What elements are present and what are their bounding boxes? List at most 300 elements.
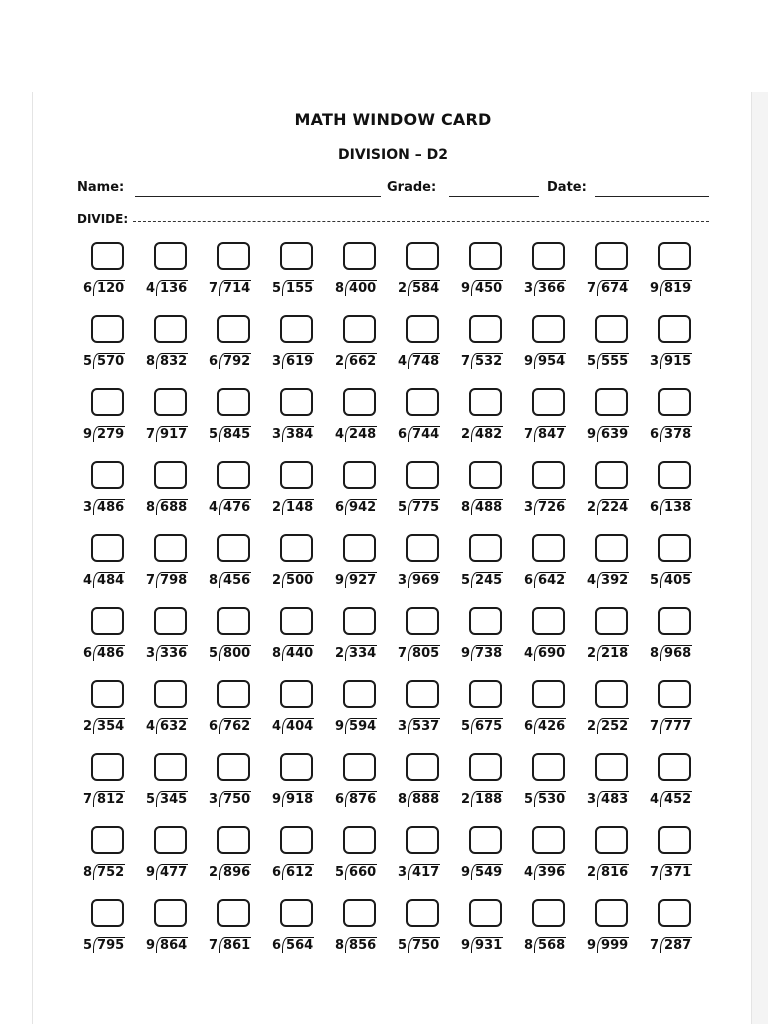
problem-cell bbox=[205, 242, 268, 315]
division-problem bbox=[461, 353, 503, 369]
dividend: 396 bbox=[534, 864, 566, 880]
divisor: 8 bbox=[83, 865, 93, 880]
problem-cell bbox=[331, 680, 394, 753]
divisor: 6 bbox=[272, 865, 282, 880]
answer-box[interactable] bbox=[91, 607, 124, 635]
answer-box[interactable] bbox=[343, 826, 376, 854]
division-problem bbox=[272, 864, 314, 880]
answer-box[interactable] bbox=[154, 899, 187, 927]
division-problem bbox=[209, 280, 251, 296]
answer-box[interactable] bbox=[343, 388, 376, 416]
divisor: 4 bbox=[524, 865, 534, 880]
problem-cell bbox=[520, 242, 583, 315]
division-problem bbox=[524, 280, 566, 296]
division-problem bbox=[650, 280, 692, 296]
problem-cell bbox=[520, 826, 583, 899]
problem-cell bbox=[394, 315, 457, 388]
answer-box[interactable] bbox=[469, 607, 502, 635]
divisor: 4 bbox=[146, 281, 156, 296]
divisor: 5 bbox=[83, 354, 93, 369]
answer-box[interactable] bbox=[154, 753, 187, 781]
dividend: 805 bbox=[408, 645, 440, 661]
problem-cell bbox=[79, 826, 142, 899]
dividend: 915 bbox=[660, 353, 692, 369]
answer-box[interactable] bbox=[532, 680, 565, 708]
divisor: 6 bbox=[83, 281, 93, 296]
answer-box[interactable] bbox=[343, 680, 376, 708]
answer-box[interactable] bbox=[532, 388, 565, 416]
division-problem bbox=[209, 937, 251, 953]
answer-box[interactable] bbox=[406, 315, 439, 343]
dividend: 384 bbox=[282, 426, 314, 442]
dividend: 218 bbox=[597, 645, 629, 661]
problem-cell bbox=[583, 388, 646, 461]
answer-box[interactable] bbox=[154, 315, 187, 343]
worksheet-page bbox=[32, 92, 752, 1024]
division-problem bbox=[524, 353, 566, 369]
answer-box[interactable] bbox=[532, 242, 565, 270]
dividend: 744 bbox=[408, 426, 440, 442]
answer-box[interactable] bbox=[154, 680, 187, 708]
problem-cell bbox=[142, 607, 205, 680]
answer-box[interactable] bbox=[343, 461, 376, 489]
answer-box[interactable] bbox=[406, 461, 439, 489]
divisor: 3 bbox=[398, 573, 408, 588]
problem-cell bbox=[646, 534, 709, 607]
dividend: 750 bbox=[219, 791, 251, 807]
answer-box[interactable] bbox=[658, 461, 691, 489]
answer-box[interactable] bbox=[343, 607, 376, 635]
answer-box[interactable] bbox=[280, 242, 313, 270]
answer-box[interactable] bbox=[217, 899, 250, 927]
dividend: 532 bbox=[471, 353, 503, 369]
answer-box[interactable] bbox=[154, 826, 187, 854]
answer-box[interactable] bbox=[91, 753, 124, 781]
answer-box[interactable] bbox=[280, 899, 313, 927]
answer-box[interactable] bbox=[343, 534, 376, 562]
problem-cell bbox=[142, 242, 205, 315]
answer-box[interactable] bbox=[91, 461, 124, 489]
answer-box[interactable] bbox=[280, 826, 313, 854]
divisor: 5 bbox=[209, 427, 219, 442]
divisor: 7 bbox=[146, 427, 156, 442]
divisor: 4 bbox=[272, 719, 282, 734]
division-problem bbox=[146, 499, 188, 515]
answer-box[interactable] bbox=[532, 534, 565, 562]
divisor: 9 bbox=[524, 354, 534, 369]
dividend: 570 bbox=[93, 353, 125, 369]
dividend: 942 bbox=[345, 499, 377, 515]
answer-box[interactable] bbox=[91, 534, 124, 562]
division-problem bbox=[524, 791, 566, 807]
answer-box[interactable] bbox=[406, 826, 439, 854]
answer-box[interactable] bbox=[658, 680, 691, 708]
division-problem bbox=[209, 353, 251, 369]
dividend: 726 bbox=[534, 499, 566, 515]
answer-box[interactable] bbox=[469, 315, 502, 343]
dividend: 690 bbox=[534, 645, 566, 661]
division-problem bbox=[272, 791, 314, 807]
answer-box[interactable] bbox=[469, 753, 502, 781]
problem-cell bbox=[79, 607, 142, 680]
divisor: 7 bbox=[650, 938, 660, 953]
answer-box[interactable] bbox=[406, 242, 439, 270]
division-problem bbox=[146, 280, 188, 296]
answer-box[interactable] bbox=[595, 388, 628, 416]
answer-box[interactable] bbox=[154, 388, 187, 416]
divisor: 3 bbox=[524, 281, 534, 296]
problem-cell bbox=[331, 607, 394, 680]
divisor: 7 bbox=[83, 792, 93, 807]
divisor: 5 bbox=[209, 646, 219, 661]
divisor: 4 bbox=[524, 646, 534, 661]
problem-cell bbox=[520, 899, 583, 972]
division-problem bbox=[650, 645, 692, 661]
answer-box[interactable] bbox=[343, 242, 376, 270]
answer-box[interactable] bbox=[595, 753, 628, 781]
problem-cell bbox=[268, 315, 331, 388]
problem-cell bbox=[457, 388, 520, 461]
instruction-label: DIVIDE: bbox=[77, 212, 129, 226]
dividend: 483 bbox=[597, 791, 629, 807]
answer-box[interactable] bbox=[658, 242, 691, 270]
divisor: 8 bbox=[650, 646, 660, 661]
divisor: 9 bbox=[461, 865, 471, 880]
divisor: 2 bbox=[83, 719, 93, 734]
dividend: 530 bbox=[534, 791, 566, 807]
divisor: 9 bbox=[461, 938, 471, 953]
problem-cell bbox=[79, 242, 142, 315]
dividend: 488 bbox=[471, 499, 503, 515]
divisor: 6 bbox=[83, 646, 93, 661]
answer-box[interactable] bbox=[595, 899, 628, 927]
dividend: 660 bbox=[345, 864, 377, 880]
dividend: 456 bbox=[219, 572, 251, 588]
answer-box[interactable] bbox=[217, 826, 250, 854]
problem-cell bbox=[268, 899, 331, 972]
answer-box[interactable] bbox=[91, 899, 124, 927]
answer-box[interactable] bbox=[469, 388, 502, 416]
divisor: 9 bbox=[83, 427, 93, 442]
divisor: 5 bbox=[398, 938, 408, 953]
problem-cell bbox=[268, 242, 331, 315]
division-problem bbox=[272, 426, 314, 442]
problem-cell bbox=[520, 315, 583, 388]
division-problem bbox=[272, 645, 314, 661]
division-problem bbox=[83, 864, 125, 880]
divisor: 2 bbox=[587, 500, 597, 515]
dividend: 750 bbox=[408, 937, 440, 953]
answer-box[interactable] bbox=[532, 315, 565, 343]
problem-cell bbox=[205, 826, 268, 899]
answer-box[interactable] bbox=[469, 461, 502, 489]
answer-box[interactable] bbox=[280, 753, 313, 781]
dividend: 639 bbox=[597, 426, 629, 442]
problem-cell bbox=[205, 388, 268, 461]
answer-box[interactable] bbox=[280, 315, 313, 343]
divisor: 6 bbox=[524, 719, 534, 734]
problem-cell bbox=[79, 388, 142, 461]
problem-cell bbox=[79, 315, 142, 388]
answer-box[interactable] bbox=[280, 388, 313, 416]
division-problem bbox=[398, 645, 440, 661]
dividend: 484 bbox=[93, 572, 125, 588]
divisor: 4 bbox=[146, 719, 156, 734]
division-problem bbox=[335, 499, 377, 515]
dividend: 845 bbox=[219, 426, 251, 442]
division-problem bbox=[209, 499, 251, 515]
dividend: 279 bbox=[93, 426, 125, 442]
dividend: 120 bbox=[93, 280, 125, 296]
answer-box[interactable] bbox=[217, 315, 250, 343]
dividend: 392 bbox=[597, 572, 629, 588]
division-problem bbox=[461, 864, 503, 880]
divisor: 7 bbox=[524, 427, 534, 442]
problem-cell bbox=[205, 534, 268, 607]
division-problem bbox=[587, 791, 629, 807]
answer-box[interactable] bbox=[595, 534, 628, 562]
division-problem bbox=[83, 499, 125, 515]
problem-cell bbox=[394, 826, 457, 899]
division-problem bbox=[650, 718, 692, 734]
answer-box[interactable] bbox=[469, 680, 502, 708]
dividend: 792 bbox=[219, 353, 251, 369]
dividend: 188 bbox=[471, 791, 503, 807]
answer-box[interactable] bbox=[469, 242, 502, 270]
answer-box[interactable] bbox=[658, 388, 691, 416]
answer-box[interactable] bbox=[91, 388, 124, 416]
answer-box[interactable] bbox=[595, 315, 628, 343]
answer-box[interactable] bbox=[658, 315, 691, 343]
answer-box[interactable] bbox=[658, 607, 691, 635]
answer-box[interactable] bbox=[658, 534, 691, 562]
answer-box[interactable] bbox=[154, 534, 187, 562]
answer-box[interactable] bbox=[217, 680, 250, 708]
dividend: 138 bbox=[660, 499, 692, 515]
division-problem bbox=[398, 572, 440, 588]
divisor: 5 bbox=[398, 500, 408, 515]
answer-box[interactable] bbox=[406, 534, 439, 562]
divisor: 3 bbox=[398, 865, 408, 880]
name-field[interactable] bbox=[135, 196, 381, 197]
problem-cell bbox=[457, 826, 520, 899]
dividend: 896 bbox=[219, 864, 251, 880]
divisor: 9 bbox=[587, 427, 597, 442]
answer-box[interactable] bbox=[217, 753, 250, 781]
answer-box[interactable] bbox=[343, 753, 376, 781]
divisor: 4 bbox=[398, 354, 408, 369]
dividend: 954 bbox=[534, 353, 566, 369]
answer-box[interactable] bbox=[532, 461, 565, 489]
divisor: 3 bbox=[146, 646, 156, 661]
dividend: 642 bbox=[534, 572, 566, 588]
division-problem bbox=[209, 645, 251, 661]
answer-box[interactable] bbox=[343, 899, 376, 927]
divisor: 8 bbox=[398, 792, 408, 807]
answer-box[interactable] bbox=[595, 826, 628, 854]
problem-cell bbox=[331, 826, 394, 899]
division-problem bbox=[461, 499, 503, 515]
answer-box[interactable] bbox=[595, 680, 628, 708]
problem-cell bbox=[646, 607, 709, 680]
division-problem bbox=[587, 280, 629, 296]
answer-box[interactable] bbox=[217, 534, 250, 562]
answer-box[interactable] bbox=[658, 826, 691, 854]
problem-cell bbox=[457, 315, 520, 388]
grade-field[interactable] bbox=[449, 196, 539, 197]
problem-cell bbox=[583, 899, 646, 972]
division-problem bbox=[587, 645, 629, 661]
problem-cell bbox=[520, 607, 583, 680]
problem-cell bbox=[79, 753, 142, 826]
dividend: 555 bbox=[597, 353, 629, 369]
dividend: 486 bbox=[93, 499, 125, 515]
answer-box[interactable] bbox=[469, 899, 502, 927]
division-problem bbox=[83, 718, 125, 734]
problem-cell bbox=[583, 242, 646, 315]
answer-box[interactable] bbox=[280, 534, 313, 562]
dividend: 345 bbox=[156, 791, 188, 807]
answer-box[interactable] bbox=[343, 315, 376, 343]
division-problem bbox=[587, 937, 629, 953]
dividend: 847 bbox=[534, 426, 566, 442]
dividend: 876 bbox=[345, 791, 377, 807]
answer-box[interactable] bbox=[217, 607, 250, 635]
division-problem bbox=[335, 791, 377, 807]
division-problem bbox=[209, 864, 251, 880]
answer-box[interactable] bbox=[406, 753, 439, 781]
problem-cell bbox=[583, 607, 646, 680]
dividend: 800 bbox=[219, 645, 251, 661]
answer-box[interactable] bbox=[532, 607, 565, 635]
answer-box[interactable] bbox=[280, 680, 313, 708]
divisor: 9 bbox=[650, 281, 660, 296]
dividend: 748 bbox=[408, 353, 440, 369]
answer-box[interactable] bbox=[532, 899, 565, 927]
divisor: 5 bbox=[272, 281, 282, 296]
divisor: 5 bbox=[146, 792, 156, 807]
divisor: 3 bbox=[272, 427, 282, 442]
division-problem bbox=[398, 353, 440, 369]
problem-cell bbox=[331, 899, 394, 972]
answer-box[interactable] bbox=[91, 315, 124, 343]
answer-box[interactable] bbox=[91, 242, 124, 270]
answer-box[interactable] bbox=[154, 607, 187, 635]
answer-box[interactable] bbox=[217, 242, 250, 270]
problem-cell bbox=[583, 680, 646, 753]
dividend: 861 bbox=[219, 937, 251, 953]
dividend: 440 bbox=[282, 645, 314, 661]
division-problem bbox=[146, 572, 188, 588]
divisor: 5 bbox=[587, 354, 597, 369]
date-field[interactable] bbox=[595, 196, 709, 197]
divisor: 9 bbox=[461, 646, 471, 661]
divisor: 6 bbox=[209, 719, 219, 734]
answer-box[interactable] bbox=[154, 461, 187, 489]
answer-box[interactable] bbox=[469, 534, 502, 562]
divisor: 2 bbox=[335, 354, 345, 369]
answer-box[interactable] bbox=[217, 388, 250, 416]
division-problem bbox=[587, 353, 629, 369]
answer-box[interactable] bbox=[280, 461, 313, 489]
answer-box[interactable] bbox=[91, 826, 124, 854]
answer-box[interactable] bbox=[595, 607, 628, 635]
answer-box[interactable] bbox=[280, 607, 313, 635]
division-problem bbox=[272, 499, 314, 515]
divisor: 2 bbox=[272, 573, 282, 588]
division-problem bbox=[524, 864, 566, 880]
divisor: 8 bbox=[524, 938, 534, 953]
answer-box[interactable] bbox=[154, 242, 187, 270]
problem-cell bbox=[268, 461, 331, 534]
divisor: 6 bbox=[524, 573, 534, 588]
division-problem bbox=[398, 791, 440, 807]
problem-cell bbox=[142, 315, 205, 388]
dividend: 632 bbox=[156, 718, 188, 734]
dividend: 404 bbox=[282, 718, 314, 734]
divisor: 2 bbox=[587, 719, 597, 734]
answer-box[interactable] bbox=[406, 388, 439, 416]
divisor: 5 bbox=[650, 573, 660, 588]
division-problem bbox=[587, 426, 629, 442]
dividend: 798 bbox=[156, 572, 188, 588]
dividend: 378 bbox=[660, 426, 692, 442]
division-problem bbox=[272, 718, 314, 734]
divisor: 3 bbox=[209, 792, 219, 807]
division-problem bbox=[272, 572, 314, 588]
dividend: 482 bbox=[471, 426, 503, 442]
divisor: 3 bbox=[650, 354, 660, 369]
answer-box[interactable] bbox=[595, 242, 628, 270]
dividend: 371 bbox=[660, 864, 692, 880]
answer-box[interactable] bbox=[406, 607, 439, 635]
answer-box[interactable] bbox=[658, 753, 691, 781]
answer-box[interactable] bbox=[406, 899, 439, 927]
worksheet-subtitle: DIVISION – D2 bbox=[338, 147, 448, 163]
divisor: 7 bbox=[587, 281, 597, 296]
answer-box[interactable] bbox=[217, 461, 250, 489]
dividend: 999 bbox=[597, 937, 629, 953]
answer-box[interactable] bbox=[91, 680, 124, 708]
answer-box[interactable] bbox=[532, 826, 565, 854]
division-problem bbox=[524, 718, 566, 734]
problem-cell bbox=[331, 315, 394, 388]
divisor: 9 bbox=[335, 573, 345, 588]
dividend: 549 bbox=[471, 864, 503, 880]
problem-cell bbox=[394, 680, 457, 753]
problem-cell bbox=[646, 388, 709, 461]
problem-cell bbox=[583, 315, 646, 388]
answer-box[interactable] bbox=[595, 461, 628, 489]
problem-cell bbox=[457, 753, 520, 826]
answer-box[interactable] bbox=[469, 826, 502, 854]
problem-cell bbox=[142, 534, 205, 607]
dividend: 354 bbox=[93, 718, 125, 734]
problem-cell bbox=[394, 388, 457, 461]
division-problem bbox=[272, 280, 314, 296]
problem-cell bbox=[646, 899, 709, 972]
answer-box[interactable] bbox=[532, 753, 565, 781]
problem-cell bbox=[520, 680, 583, 753]
answer-box[interactable] bbox=[406, 680, 439, 708]
division-problem bbox=[335, 280, 377, 296]
division-problem bbox=[461, 791, 503, 807]
dividend: 752 bbox=[93, 864, 125, 880]
divisor: 3 bbox=[524, 500, 534, 515]
answer-box[interactable] bbox=[658, 899, 691, 927]
dividend: 688 bbox=[156, 499, 188, 515]
dividend: 856 bbox=[345, 937, 377, 953]
